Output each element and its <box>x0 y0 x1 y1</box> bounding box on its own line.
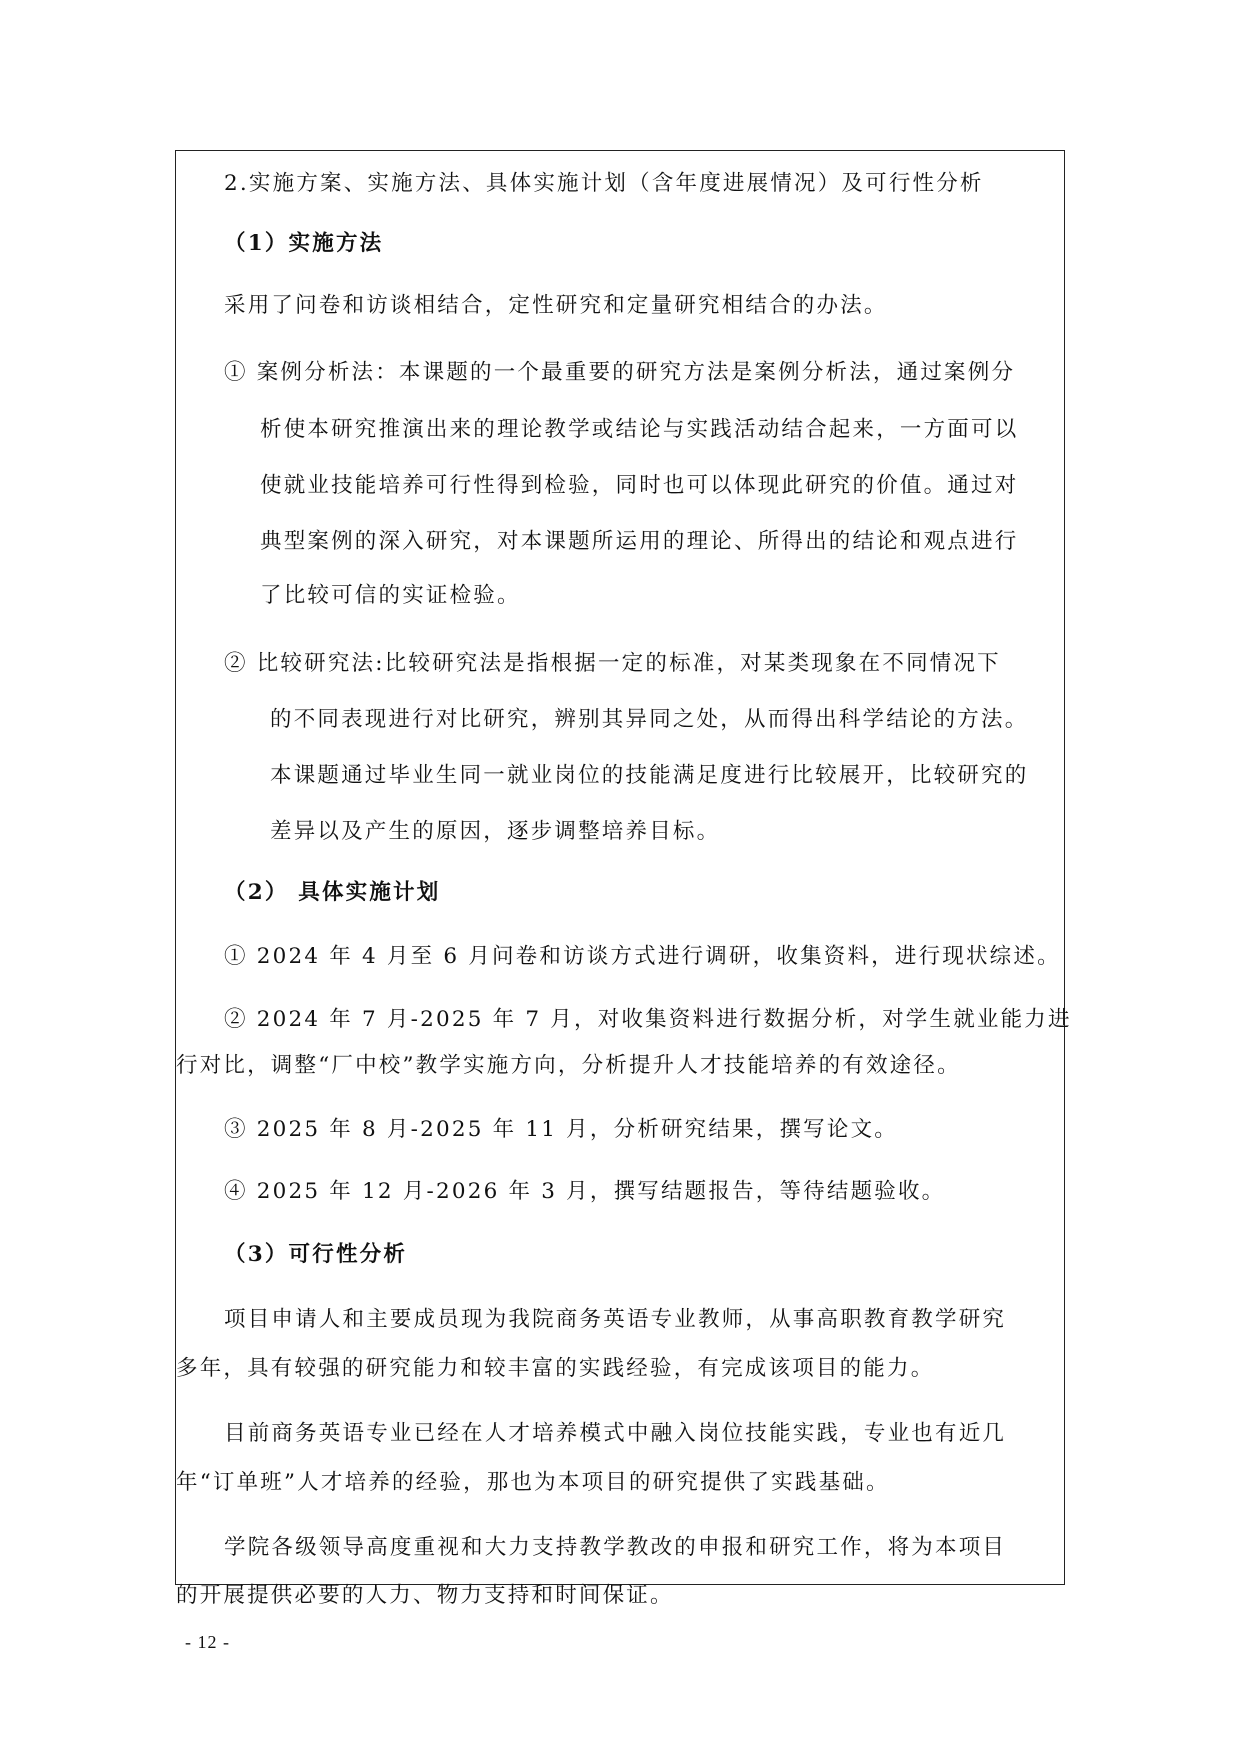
feasibility-line: 年“订单班”人才培养的经验，那也为本项目的研究提供了实践基础。 <box>176 1470 890 1495</box>
plan-line: ① 2024 年 4 月至 6 月问卷和访谈方式进行调研，收集资料，进行现状综述。 <box>224 944 1061 969</box>
methods-intro: 采用了问卷和访谈相结合，定性研究和定量研究相结合的办法。 <box>224 293 888 318</box>
feasibility-line: 学院各级领导高度重视和大力支持教学教改的申报和研究工作，将为本项目 <box>224 1535 1007 1560</box>
case-analysis-line: 使就业技能培养可行性得到检验，同时也可以体现此研究的价值。通过对 <box>260 473 1019 498</box>
case-analysis-line: 析使本研究推演出来的理论教学或结论与实践活动结合起来，一方面可以 <box>260 417 1019 442</box>
section-heading: 2.实施方案、实施方法、具体实施计划（含年度进展情况）及可行性分析 <box>224 171 984 196</box>
page-number: - 12 - <box>185 1632 230 1652</box>
subsection-title-feasibility: （3）可行性分析 <box>224 1242 408 1267</box>
feasibility-line: 项目申请人和主要成员现为我院商务英语专业教师，从事高职教育教学研究 <box>224 1307 1007 1332</box>
comparative-line: 的不同表现进行对比研究，辨别其异同之处，从而得出科学结论的方法。 <box>270 707 1029 732</box>
comparative-line: 本课题通过毕业生同一就业岗位的技能满足度进行比较展开，比较研究的 <box>270 763 1029 788</box>
feasibility-line: 多年，具有较强的研究能力和较丰富的实践经验，有完成该项目的能力。 <box>176 1356 935 1381</box>
comparative-line: 差异以及产生的原因，逐步调整培养目标。 <box>270 819 721 844</box>
plan-line: ③ 2025 年 8 月-2025 年 11 月，分析研究结果，撰写论文。 <box>224 1117 898 1142</box>
feasibility-line: 的开展提供必要的人力、物力支持和时间保证。 <box>176 1583 674 1608</box>
plan-line: 行对比，调整“厂中校”教学实施方向，分析提升人才技能培养的有效途径。 <box>176 1053 961 1078</box>
subsection-title-plan: （2） 具体实施计划 <box>224 880 441 905</box>
subsection-title-methods: （1）实施方法 <box>224 231 384 256</box>
case-analysis-line: ① 案例分析法：本课题的一个最重要的研究方法是案例分析法，通过案例分 <box>224 360 1016 385</box>
plan-line: ② 2024 年 7 月-2025 年 7 月，对收集资料进行数据分析，对学生就业能力进 <box>224 1007 1072 1032</box>
comparative-line: ② 比较研究法:比较研究法是指根据一定的标准，对某类现象在不同情况下 <box>224 651 1001 676</box>
feasibility-line: 目前商务英语专业已经在人才培养模式中融入岗位技能实践，专业也有近几 <box>224 1421 1007 1446</box>
case-analysis-line: 典型案例的深入研究，对本课题所运用的理论、所得出的结论和观点进行 <box>260 529 1019 554</box>
plan-line: ④ 2025 年 12 月-2026 年 3 月，撰写结题报告，等待结题验收。 <box>224 1179 946 1204</box>
case-analysis-line: 了比较可信的实证检验。 <box>260 583 521 608</box>
